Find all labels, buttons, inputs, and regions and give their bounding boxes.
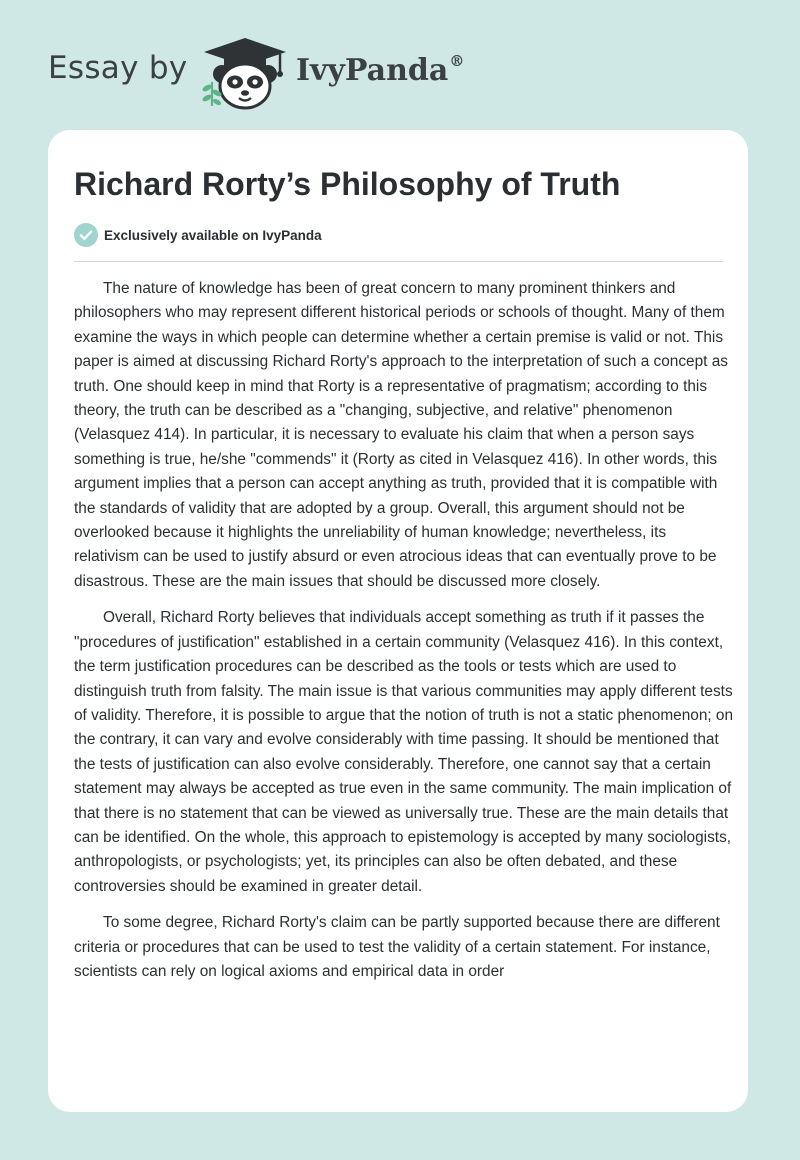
paragraph-1: The nature of knowledge has been of great concern to many prominent thinkers and philosophers who may represent different historical periods or schools of thought. Many of them examine the ways in which people can determine whether a certain premise is valid or not. This paper is aimed at discussing Richard Rorty's approach to the interpretation of such a concept as truth. One should keep in mind that Rorty is a representative of pragmatism; according to this theory, the truth can be described as a "changing, subjective, and relative" phenomenon (Velasquez 414). In particular, it is necessary to evaluate his claim that when a person says something is true, he/she "commends" it (Rorty as cited in Velasquez 416). In other words, this argument implies that a person can accept anything as truth, provided that it is compatible with the standards of validity that are adopted by a group. Overall, this argument should not be overlooked because it highlights the unreliability of human knowledge; nevertheless, its relativism can be used to justify absurd or even atrocious ideas that can eventually prove to be disastrous. These are the main issues that should be discussed more closely.	[74, 280, 728, 590]
check-circle-icon	[74, 223, 98, 247]
paragraph-3: To some degree, Richard Rorty's claim can be partly supported because there are different criteria or procedures that can be used to test the validity of a certain statement. For instance, scientists can rely on logical axioms and empirical data in order	[74, 914, 720, 980]
paragraph-2: Overall, Richard Rorty believes that individuals accept something as truth if it passes the "procedures of justification" established in a certain community (Velasquez 416). In this context, the term justification procedures can be described as the tools or tests which are used to distinguish truth from falsity. The main issue is that various communities may apply different tests of validity. Therefore, it is possible to argue that the notion of truth is not a static phenomenon; on the contrary, it can vary and evolve considerably with time passing. It should be mentioned that the tests of justification can also evolve considerably. Therefore, one cannot say that a certain statement may always be accepted as true even in the same community. The main implication of that there is no statement that can be viewed as universally true. These are the main details that can be identified. On the whole, this approach to epistemology is accepted by many sociologists, anthropologists, or psychologists; yet, its principles can also be often debated, and these controversies should be examined in greater detail.	[74, 609, 734, 895]
page-title: Richard Rorty’s Philosophy of Truth	[74, 166, 621, 202]
site-header	[0, 0, 800, 130]
brand-logo-text[interactable]	[296, 52, 464, 88]
exclusive-badge-label: Exclusively available on IvyPanda	[104, 227, 322, 243]
essay-card	[48, 130, 748, 1112]
registered-mark: ®	[449, 52, 465, 70]
exclusive-badge	[74, 223, 322, 247]
title-divider	[74, 261, 723, 262]
essay-by-label: Essay by	[48, 50, 188, 86]
panda-graduate-icon[interactable]	[200, 36, 290, 110]
essay-body	[74, 277, 734, 996]
brand-name: IvyPanda	[296, 53, 449, 88]
